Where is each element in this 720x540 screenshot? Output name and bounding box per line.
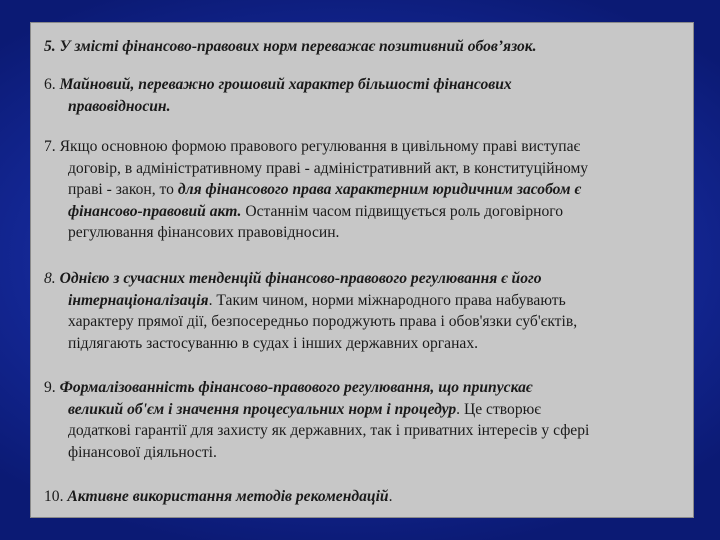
list-item <box>44 36 684 58</box>
text-segment: 9. <box>44 379 60 396</box>
text-line <box>44 179 684 201</box>
text-segment: фінансово-правовий акт. <box>68 202 242 220</box>
text-line <box>44 96 684 118</box>
text-segment: . Таким чином, норми міжнародного права набувають <box>208 291 566 309</box>
text-segment: великий об'єм і значення процесуальних норм і процедур <box>68 400 457 418</box>
list-item <box>44 377 684 463</box>
text-segment: додаткові гарантії для захисту як державних, так і приватних інтересів у сфері <box>68 422 590 439</box>
text-line <box>44 311 684 333</box>
text-segment: Активне використання методів рекомендацій <box>67 488 389 505</box>
text-line <box>44 36 684 58</box>
text-segment: підлягають застосуванню в судах і інших державних органах. <box>68 334 479 352</box>
text-line <box>44 290 684 312</box>
text-segment: інтернаціоналізація <box>68 291 209 309</box>
text-line <box>44 420 684 442</box>
text-segment: фінансової діяльності. <box>68 443 217 461</box>
text-segment: праві - закон, то <box>68 181 178 198</box>
text-line <box>44 136 684 158</box>
text-panel <box>30 22 694 518</box>
text-segment: . Це створює <box>456 400 541 418</box>
list-item <box>44 486 684 508</box>
text-segment: регулювання фінансових правовідносин. <box>68 224 340 241</box>
text-segment: Останнім часом підвищується роль договірного <box>241 202 564 220</box>
text-line <box>44 158 684 180</box>
text-segment: Формалізованність фінансово-правового регулювання, що припускає <box>59 379 533 396</box>
list-item <box>44 74 684 117</box>
text-segment: 6. <box>44 76 60 93</box>
text-line <box>44 201 684 223</box>
text-line <box>44 442 684 464</box>
text-segment: 7. Якщо основною формою правового регулювання в цивільному праві виступає <box>44 138 581 155</box>
list-item <box>44 268 684 354</box>
text-segment: 5. У змісті фінансово-правових норм переважає позитивний обов’язок. <box>44 38 537 55</box>
text-line <box>44 377 684 399</box>
text-line <box>44 222 684 244</box>
text-segment: Однією з сучасних тенденцій фінансово-правового регулювання є його <box>59 270 542 287</box>
text-segment: для фінансового права характерним юридичним засобом є <box>177 181 581 198</box>
text-segment: правовідносин. <box>68 97 171 115</box>
text-line <box>44 399 684 421</box>
text-segment: . <box>388 488 393 505</box>
text-segment: 8. <box>44 270 60 287</box>
text-line <box>44 268 684 290</box>
text-line <box>44 74 684 96</box>
text-segment: Майновий, переважно грошовий характер більшості фінансових <box>59 76 512 93</box>
text-segment: 10. <box>44 488 68 505</box>
text-line <box>44 486 684 508</box>
text-line <box>44 333 684 355</box>
text-segment: договір, в адміністративному праві - адміністративний акт, в конституційному <box>68 159 589 177</box>
text-segment: характеру прямої дії, безпосередньо породжують права і обов'язки суб'єктів, <box>68 313 578 330</box>
list-item <box>44 136 684 244</box>
